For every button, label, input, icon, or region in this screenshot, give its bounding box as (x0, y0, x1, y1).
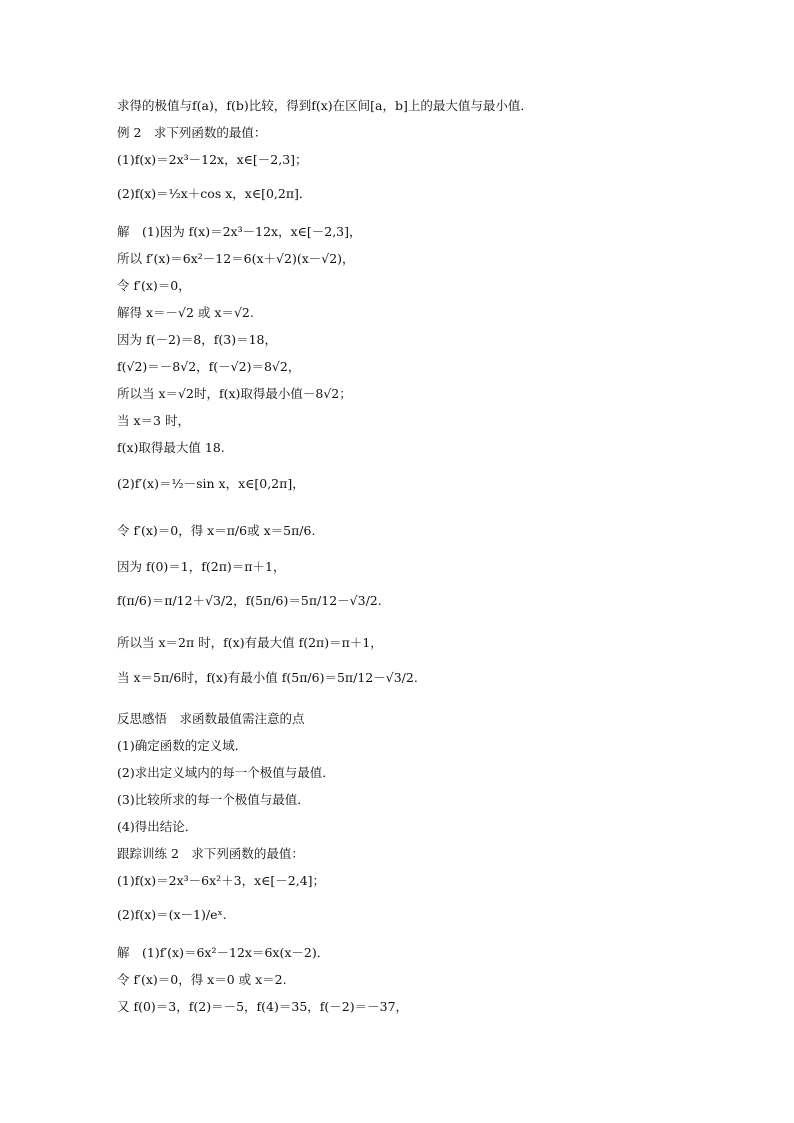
list-item: (2)求出定义域内的每一个极值与最值． (117, 765, 335, 780)
text-line: f(√2)＝－8√2，f(－√2)＝8√2， (117, 359, 301, 374)
text-line: (2)f′(x)＝½－sin x，x∈[0,2π]， (117, 476, 305, 491)
text-line: 令 f′(x)＝0，得 x＝0 或 x＝2. (117, 972, 287, 987)
text-line: 所以 f′(x)＝6x²－12＝6(x＋√2)(x－√2)， (117, 251, 355, 266)
text-line: 求得的极值与f(a)，f(b)比较，得到f(x)在区间[a，b]上的最大值与最小值． (117, 98, 533, 113)
list-item: (3)比较所求的每一个极值与最值． (117, 792, 310, 807)
list-item: (4)得出结论． (117, 819, 198, 834)
list-item: (1)确定函数的定义域． (117, 738, 248, 753)
text-line: 当 x＝3 时， (117, 413, 190, 428)
text-line: (1)f(x)＝2x³－6x²＋3，x∈[－2,4]； (117, 873, 326, 888)
text-line: 又 f(0)＝3，f(2)＝－5，f(4)＝35，f(－2)＝－37， (117, 999, 409, 1014)
text-line: 解得 x＝－√2 或 x＝√2. (117, 305, 254, 320)
text-line: f(x)取得最大值 18. (117, 440, 225, 455)
text-line: 令 f′(x)＝0，得 x＝π/6或 x＝5π/6. (117, 523, 316, 538)
text-line: 当 x＝5π/6时，f(x)有最小值 f(5π/6)＝5π/12－√3/2. (117, 670, 418, 685)
reflection-heading: 反思感悟 求函数最值需注意的点 (117, 711, 305, 726)
text-line: 所以当 x＝√2时，f(x)取得最小值－8√2； (117, 386, 352, 401)
text-line: (1)f(x)＝2x³－12x，x∈[－2,3]； (117, 152, 308, 167)
solution-line: 解 (1)因为 f(x)＝2x³－12x，x∈[－2,3]， (117, 224, 362, 239)
text-line: (2)f(x)＝(x－1)/eˣ. (117, 907, 227, 922)
solution-line: 解 (1)f′(x)＝6x²－12x＝6x(x－2)． (117, 945, 330, 960)
example-heading: 例 2 求下列函数的最值： (117, 125, 267, 140)
text-line: 因为 f(－2)＝8，f(3)＝18， (117, 332, 277, 347)
text-line: 令 f′(x)＝0， (117, 278, 191, 293)
text-line: f(π/6)＝π/12＋√3/2，f(5π/6)＝5π/12－√3/2. (117, 593, 382, 608)
text-line: 所以当 x＝2π 时，f(x)有最大值 f(2π)＝π＋1， (117, 635, 383, 650)
exercise-heading: 跟踪训练 2 求下列函数的最值： (117, 846, 304, 861)
text-line: 因为 f(0)＝1，f(2π)＝π＋1， (117, 559, 286, 574)
text-line: (2)f(x)＝½x＋cos x，x∈[0,2π]． (117, 186, 312, 201)
